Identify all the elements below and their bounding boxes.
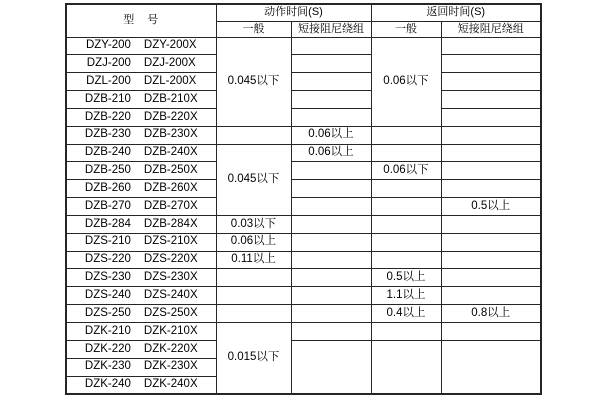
table-row [66, 126, 541, 144]
table-row [66, 251, 541, 269]
cell-return-damped [441, 108, 541, 126]
model-label: DZK-210 [84, 324, 131, 337]
model-cell [66, 108, 216, 126]
model-cell [66, 91, 216, 109]
table-row [66, 180, 541, 198]
model-label: DZB-260X [143, 181, 198, 194]
model-label: DZY-200X [143, 39, 197, 52]
cell-return-general [371, 144, 441, 162]
cell-return-general [371, 251, 441, 269]
cell-action-general: 0.045以下 [216, 144, 291, 215]
cell-return-general [371, 233, 441, 251]
model-label: DZB-240 [84, 146, 131, 159]
model-label: DZB-250 [84, 164, 131, 177]
cell-action-damped: 0.06以上 [291, 144, 371, 162]
model-label: DZS-210 [84, 235, 131, 248]
model-label: DZS-250 [84, 306, 131, 319]
table-row [66, 305, 541, 323]
table-header [66, 4, 541, 37]
table-row [66, 37, 541, 55]
cell-return-damped [441, 251, 541, 269]
cell-return-damped [441, 55, 541, 73]
model-label: DZK-230 [84, 360, 131, 373]
cell-action-damped [291, 340, 371, 394]
cell-action-general [216, 269, 291, 287]
model-cell [66, 287, 216, 305]
model-label: DZB-210X [143, 92, 198, 105]
model-label: DZB-270X [143, 199, 198, 212]
table-row [66, 323, 541, 341]
cell-action-damped [291, 251, 371, 269]
table-row [66, 55, 541, 73]
cell-return-damped: 0.8以上 [441, 305, 541, 323]
col-header-action-damped: 短接阻尼绕组 [291, 21, 371, 37]
header-row-groups [66, 4, 541, 21]
table-body [66, 37, 541, 394]
model-label: DZS-240 [84, 288, 131, 301]
table-row [66, 287, 541, 305]
cell-action-damped [291, 305, 371, 323]
cell-action-damped [291, 323, 371, 341]
model-cell [66, 126, 216, 144]
table-row [66, 108, 541, 126]
cell-action-general: 0.11以上 [216, 251, 291, 269]
cell-return-general [371, 198, 441, 216]
table-row [66, 340, 541, 358]
model-label: DZB-250X [143, 164, 198, 177]
table-row [66, 198, 541, 216]
cell-action-general [216, 305, 291, 323]
cell-return-damped [441, 144, 541, 162]
model-label: DZB-220 [84, 110, 131, 123]
model-label: DZB-284X [143, 217, 198, 230]
cell-return-general [371, 340, 441, 394]
cell-return-damped [441, 126, 541, 144]
model-label: DZY-200 [85, 39, 131, 52]
cell-return-general: 0.4以上 [371, 305, 441, 323]
model-label: DZB-240X [143, 146, 198, 159]
cell-action-general: 0.045以下 [216, 37, 291, 126]
cell-action-general: 0.015以下 [216, 323, 291, 394]
model-cell [66, 376, 216, 394]
model-label: DZB-284 [84, 217, 131, 230]
model-label: DZK-210X [143, 324, 198, 337]
cell-action-damped [291, 37, 371, 55]
cell-action-general [216, 126, 291, 144]
model-label: DZL-200 [86, 74, 131, 87]
col-header-return-damped: 短接阻尼绕组 [441, 21, 541, 37]
model-label: DZS-230X [143, 271, 198, 284]
table-row [66, 162, 541, 180]
col-header-action-time: 动作时间(S) [216, 4, 371, 21]
model-label: DZB-270 [84, 199, 131, 212]
table-row [66, 91, 541, 109]
cell-action-damped [291, 269, 371, 287]
model-label: DZS-250X [143, 306, 198, 319]
table-row [66, 73, 541, 91]
model-cell [66, 215, 216, 233]
cell-return-general: 1.1以上 [371, 287, 441, 305]
cell-return-damped [441, 287, 541, 305]
col-header-action-general: 一般 [216, 21, 291, 37]
col-header-return-general: 一般 [371, 21, 441, 37]
model-label: DZB-230 [84, 128, 131, 141]
model-label: DZB-220X [143, 110, 198, 123]
cell-return-damped [441, 233, 541, 251]
model-label: DZS-220X [143, 253, 198, 266]
cell-action-damped [291, 287, 371, 305]
model-label: DZB-230X [143, 128, 198, 141]
model-cell [66, 180, 216, 198]
cell-return-general [371, 323, 441, 341]
cell-action-damped [291, 162, 371, 180]
cell-action-damped [291, 233, 371, 251]
col-header-model: 型 号 [66, 4, 216, 37]
model-cell [66, 55, 216, 73]
cell-action-damped [291, 91, 371, 109]
cell-action-general [216, 287, 291, 305]
cell-return-damped [441, 340, 541, 394]
model-label: DZJ-200 [86, 57, 131, 70]
cell-return-general [371, 215, 441, 233]
model-label: DZS-210X [143, 235, 198, 248]
cell-action-damped [291, 215, 371, 233]
cell-return-general: 0.06以下 [371, 162, 441, 180]
relay-spec-table [65, 3, 542, 395]
cell-action-damped [291, 55, 371, 73]
table-row [66, 233, 541, 251]
cell-return-damped [441, 215, 541, 233]
cell-action-general: 0.06以上 [216, 233, 291, 251]
cell-return-general [371, 126, 441, 144]
cell-return-damped [441, 323, 541, 341]
model-label: DZK-220X [143, 342, 198, 355]
cell-action-damped [291, 198, 371, 216]
cell-return-damped [441, 162, 541, 180]
cell-return-damped [441, 180, 541, 198]
cell-return-general [371, 180, 441, 198]
model-label: DZK-240X [143, 377, 198, 390]
model-cell [66, 144, 216, 162]
model-cell [66, 340, 216, 358]
cell-return-damped [441, 269, 541, 287]
model-label: DZS-230 [84, 271, 131, 284]
model-cell [66, 323, 216, 341]
model-label: DZJ-200X [143, 57, 196, 70]
cell-return-damped: 0.5以上 [441, 198, 541, 216]
table-row [66, 269, 541, 287]
table-row [66, 144, 541, 162]
model-label: DZS-220 [84, 253, 131, 266]
model-label: DZL-200X [143, 74, 197, 87]
model-cell [66, 37, 216, 55]
model-cell [66, 358, 216, 376]
cell-return-damped [441, 37, 541, 55]
col-header-return-time: 返回时间(S) [371, 4, 541, 21]
model-cell [66, 162, 216, 180]
cell-return-damped [441, 91, 541, 109]
cell-action-general: 0.03以下 [216, 215, 291, 233]
model-label: DZK-240 [84, 377, 131, 390]
model-cell [66, 233, 216, 251]
model-label: DZS-240X [143, 288, 198, 301]
cell-action-damped: 0.06以上 [291, 126, 371, 144]
model-label: DZK-220 [84, 342, 131, 355]
cell-action-damped [291, 108, 371, 126]
model-label: DZB-260 [84, 181, 131, 194]
cell-return-general: 0.5以上 [371, 269, 441, 287]
model-cell [66, 269, 216, 287]
cell-action-damped [291, 180, 371, 198]
cell-return-damped [441, 73, 541, 91]
cell-action-damped [291, 73, 371, 91]
table-row [66, 215, 541, 233]
model-label: DZK-230X [143, 360, 198, 373]
model-cell [66, 73, 216, 91]
model-cell [66, 305, 216, 323]
model-cell [66, 251, 216, 269]
model-label: DZB-210 [84, 92, 131, 105]
model-cell [66, 198, 216, 216]
cell-return-general: 0.06以下 [371, 37, 441, 126]
